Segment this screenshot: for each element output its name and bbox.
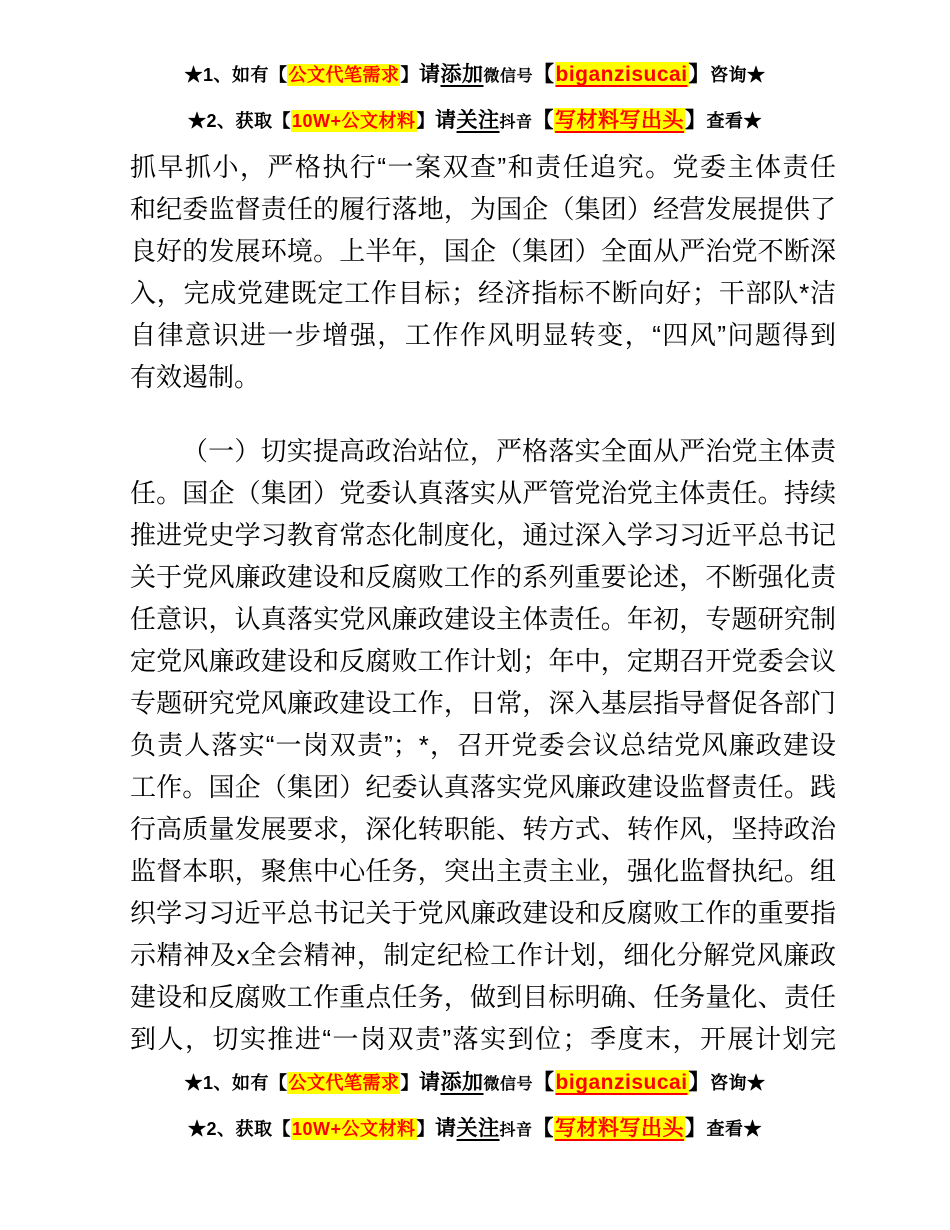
- promo-action-follow: 关注: [456, 109, 500, 132]
- text-line: 定党风廉政建设和反腐败工作计划；年中，定期召开党委会议: [130, 646, 836, 676]
- text-line: 到人，切实推进“一岗双责”落实到位；季度末，开展计划完: [130, 1024, 836, 1054]
- text-line: 织学习习近平总书记关于党风廉政建设和反腐败工作的重要指: [130, 898, 836, 928]
- promo-bracket: 】: [416, 111, 436, 131]
- promo-footer: [0, 1060, 950, 1152]
- promo-header: [0, 0, 950, 144]
- text-line: 良好的发展环境。上半年，国企（集团）全面从严治党不断深: [130, 236, 836, 266]
- promo-bracket: 】: [416, 1119, 436, 1139]
- promo-bracket: 】: [400, 65, 419, 85]
- text-line: 监督本职，聚焦中心任务，突出主责主业，强化监督执纪。组: [130, 856, 836, 886]
- text-line: 抓早抓小，严格执行“一案双查”和责任追究。党委主体责任: [130, 152, 836, 182]
- promo-prefix: ★2、获取【: [187, 1119, 291, 1139]
- text-line: 任意识，认真落实党风廉政建设主体责任。年初，专题研究制: [130, 604, 836, 634]
- promo-suffix: 咨询★: [710, 65, 766, 85]
- text-line: 任。国企（集团）党委认真落实从严管党治党主体责任。持续: [130, 478, 836, 508]
- promo-channel-wechat: 微信号: [483, 68, 533, 85]
- promo-channel-douyin: 抖音: [499, 1122, 533, 1139]
- promo-wechat-id: biganzisucai: [555, 1071, 688, 1094]
- promo-bracket: 【: [533, 1071, 555, 1094]
- promo-action-follow: 关注: [456, 1117, 500, 1140]
- promo-bracket: 】: [688, 1071, 711, 1094]
- promo-bracket: 【: [533, 63, 555, 86]
- text-line: （一）切实提高政治站位，严格落实全面从严治党主体责: [182, 436, 836, 466]
- paragraph-2: [130, 430, 836, 1060]
- promo-channel-wechat: 微信号: [483, 1076, 533, 1093]
- text-line: 行高质量发展要求，深化转职能、转方式、转作风，坚持政治: [130, 814, 836, 844]
- promo-highlight-service: 公文代笔需求: [288, 65, 400, 85]
- text-line: 有效遏制。: [130, 362, 261, 392]
- promo-bracket: 】: [685, 109, 707, 132]
- promo-footer-line-1: [0, 1060, 950, 1106]
- promo-bracket: 】: [688, 63, 711, 86]
- promo-text: 请: [418, 63, 441, 86]
- promo-prefix: ★1、如有【: [184, 65, 288, 85]
- text-line: 关于党风廉政建设和反腐败工作的系列重要论述，不断强化责: [130, 562, 836, 592]
- promo-bracket: 】: [400, 1073, 419, 1093]
- text-line: 负责人落实“一岗双责”；*，召开党委会议总结党风廉政建设: [130, 730, 836, 760]
- promo-text: 请: [435, 109, 457, 132]
- promo-bracket: 【: [532, 109, 555, 132]
- promo-highlight-materials: 10W+公文材料: [291, 1119, 416, 1139]
- promo-douyin-id: 写材料写出头: [555, 1117, 685, 1140]
- text-line: 自律意识进一步增强，工作作风明显转变，“四风”问题得到: [130, 320, 836, 350]
- promo-action-add: 添加: [440, 63, 484, 86]
- promo-suffix: 咨询★: [710, 1073, 766, 1093]
- promo-highlight-service: 公文代笔需求: [288, 1073, 400, 1093]
- text-line: 示精神及x全会精神，制定纪检工作计划，细化分解党风廉政: [130, 940, 836, 970]
- promo-suffix: 查看★: [706, 1119, 763, 1139]
- text-line: 和纪委监督责任的履行落地，为国企（集团）经营发展提供了: [130, 194, 836, 224]
- promo-prefix: ★1、如有【: [184, 1073, 288, 1093]
- promo-text: 请: [418, 1071, 441, 1094]
- promo-header-line-2: [0, 98, 950, 144]
- promo-footer-line-2: [0, 1106, 950, 1152]
- text-line: 入，完成党建既定工作目标；经济指标不断向好；干部队*洁: [130, 278, 836, 308]
- promo-highlight-materials: 10W+公文材料: [291, 111, 416, 131]
- promo-douyin-id: 写材料写出头: [555, 109, 685, 132]
- text-line: 专题研究党风廉政建设工作，日常，深入基层指导督促各部门: [130, 688, 836, 718]
- promo-bracket: 】: [685, 1117, 707, 1140]
- text-line: 推进党史学习教育常态化制度化，通过深入学习习近平总书记: [130, 520, 836, 550]
- paragraph-1: [130, 146, 836, 398]
- promo-action-add: 添加: [440, 1071, 484, 1094]
- document-body: [130, 146, 836, 1060]
- promo-header-line-1: [0, 52, 950, 98]
- promo-bracket: 【: [532, 1117, 555, 1140]
- promo-text: 请: [435, 1117, 457, 1140]
- text-line: 建设和反腐败工作重点任务，做到目标明确、任务量化、责任: [130, 982, 836, 1012]
- promo-suffix: 查看★: [706, 111, 763, 131]
- promo-channel-douyin: 抖音: [499, 114, 533, 131]
- promo-wechat-id: biganzisucai: [555, 63, 688, 86]
- text-line: 工作。国企（集团）纪委认真落实党风廉政建设监督责任。践: [130, 772, 836, 802]
- promo-prefix: ★2、获取【: [187, 111, 291, 131]
